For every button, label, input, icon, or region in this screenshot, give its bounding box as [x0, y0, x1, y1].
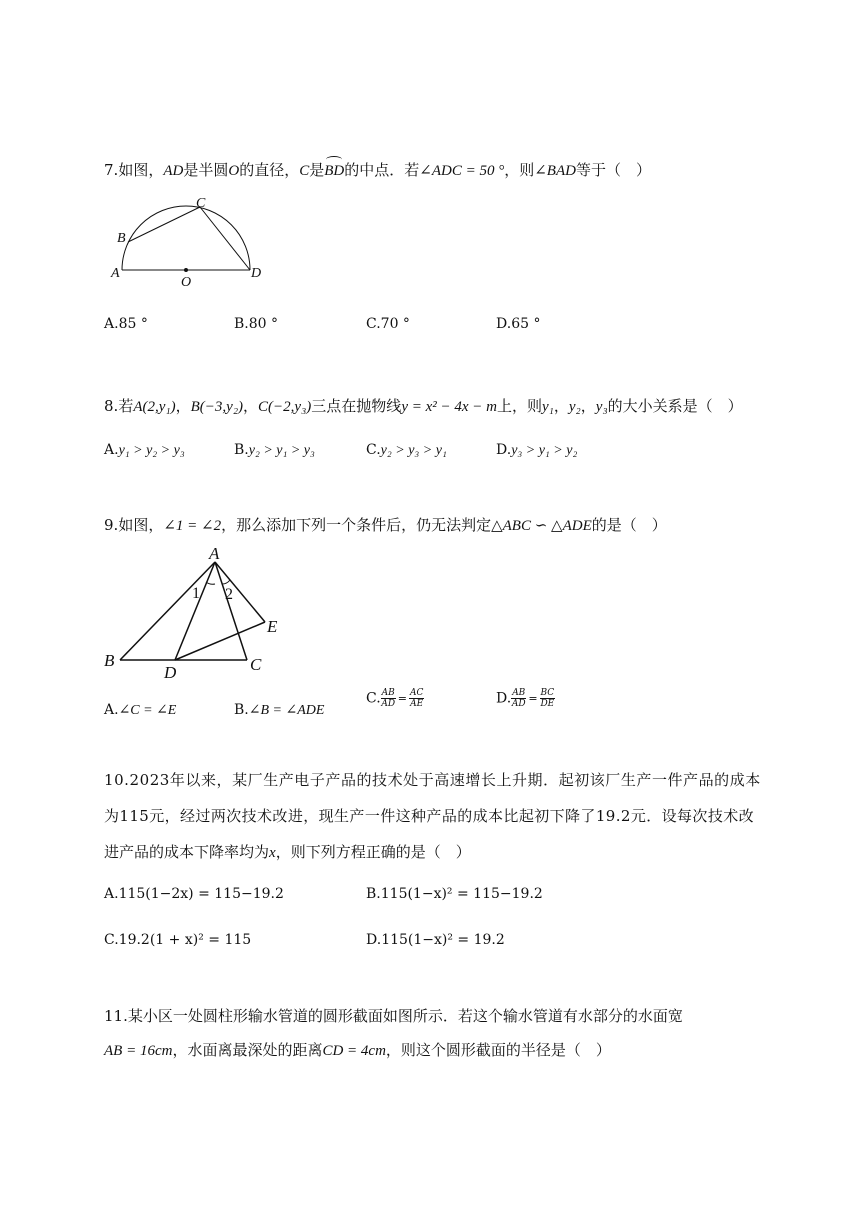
question-number: 10.: [104, 771, 130, 789]
question-11-line-2: AB = 16cm，水面离最深处的距离CD = 4cm，则这个圆形截面的半径是（ ）: [104, 1041, 611, 1059]
chord-bc: [128, 207, 200, 242]
label-c: C: [250, 655, 262, 674]
q10-option-c[interactable]: C.19.2(1 + x)² = 115: [104, 932, 252, 948]
q9-option-b[interactable]: B.∠B = ∠ADE: [234, 702, 325, 718]
q10-option-b[interactable]: B.115(1−x)² = 115−19.2: [366, 886, 543, 902]
question-10-line-3: 进产品的成本下降率均为x，则下列方程正确的是（ ）: [104, 843, 471, 861]
semicircle-figure: [100, 190, 280, 290]
q10-option-a[interactable]: A.115(1−2x) = 115−19.2: [104, 886, 284, 902]
angle-1-label: 1: [192, 585, 200, 602]
label-b: B: [117, 231, 126, 246]
q8-option-a[interactable]: A.y₁ > y₂ > y₃: [104, 442, 185, 458]
question-11-line-1: 11.某小区一处圆柱形输水管道的圆形截面如图所示．若这个输水管道有水部分的水面宽: [104, 1007, 683, 1025]
chord-cd: [200, 207, 250, 270]
question-number: 9.: [104, 516, 119, 534]
segment-ac: [215, 562, 247, 660]
q8-option-b[interactable]: B.y₂ > y₁ > y₃: [234, 442, 315, 458]
q9-option-a[interactable]: A.∠C = ∠E: [104, 702, 177, 718]
question-8-stem: 8.若A(2,y₁)，B(−3,y₂)，C(−2,y₃)三点在抛物线y = x² − 4x − m上，则y₁，y₂，y₃的大小关系是（ ）: [104, 397, 743, 415]
q8-option-d[interactable]: D.y₃ > y₁ > y₂: [496, 442, 578, 458]
q8-option-c[interactable]: C.y₂ > y₃ > y₁: [366, 442, 447, 458]
q9-option-c[interactable]: C. $\frac{AB}{AD}$ = $\frac{AC}{AE}$: [366, 688, 424, 709]
question-9-stem: 9.如图，∠1 = ∠2，那么添加下列一个条件后，仍无法判定△ABC ∽ △ADE的是（ ）: [104, 516, 667, 534]
q7-option-d[interactable]: D.65 °: [496, 316, 541, 332]
label-a: A: [209, 544, 220, 563]
fraction-bc-de: $\frac{BC}{DE}$: [540, 688, 555, 709]
question-number: 8.: [104, 397, 119, 415]
semicircle-arc: [122, 206, 250, 270]
label-d: D: [164, 663, 177, 682]
label-a: A: [111, 266, 120, 281]
angle-2-mark: [222, 580, 230, 584]
center-point-o: [184, 268, 188, 272]
q10-option-d[interactable]: D.115(1−x)² = 19.2: [366, 932, 505, 948]
triangle-figure: [100, 540, 290, 685]
angle-2-label: 2: [225, 586, 233, 603]
fraction-ac-ae: $\frac{AC}{AE}$: [410, 688, 424, 709]
question-number: 7.: [104, 161, 119, 179]
label-c: C: [196, 196, 206, 211]
question-10-line-1: 10.2023年以来，某厂生产电子产品的技术处于高速增长上升期．起初该厂生产一件产品的成本: [104, 771, 761, 789]
label-o: O: [181, 275, 192, 290]
fraction-ab-ad: $\frac{AB}{AD}$: [381, 688, 396, 709]
question-10-line-2: 为115元，经过两次技术改进，现生产一件这种产品的成本比起初下降了19.2元．设每次技术改: [104, 807, 755, 825]
label-d: D: [251, 266, 262, 281]
label-b: B: [104, 651, 115, 670]
segment-ab: [120, 562, 215, 660]
angle-1-mark: [206, 582, 215, 584]
label-e: E: [267, 617, 278, 636]
segment-ae: [215, 562, 265, 622]
question-7-stem: 7.如图，AD是半圆O的直径，C是BD的中点．若∠ADC = 50 °，则∠BAD等于（ ）: [104, 161, 651, 179]
q7-option-c[interactable]: C.70 °: [366, 316, 410, 332]
q7-option-b[interactable]: B.80 °: [234, 316, 279, 332]
q7-option-a[interactable]: A.85 °: [104, 316, 148, 332]
q9-option-d[interactable]: D. $\frac{AB}{AD}$ = $\frac{BC}{DE}$: [496, 688, 555, 709]
arc-bd: BD: [324, 163, 345, 179]
question-number: 11.: [104, 1007, 128, 1025]
fraction-ab-ad: $\frac{AB}{AD}$: [511, 688, 526, 709]
